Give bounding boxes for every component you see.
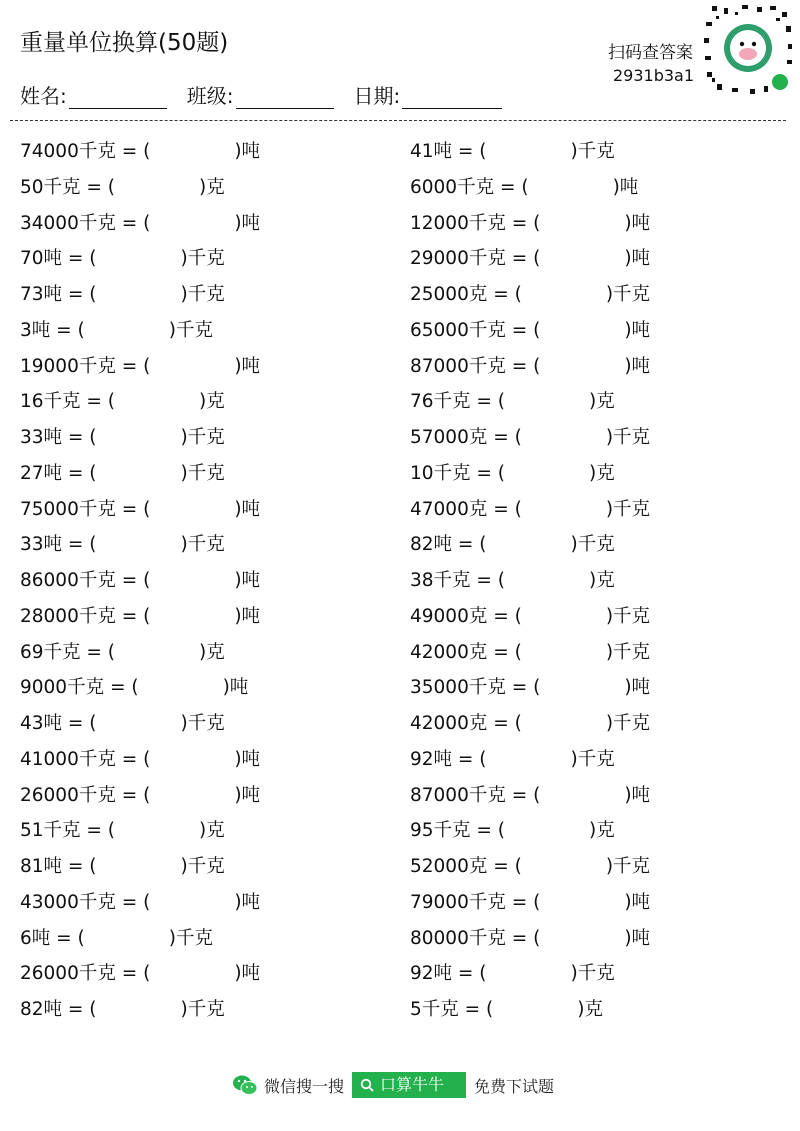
question-text: 5千克 = ( (410, 999, 494, 1020)
question-item (20, 956, 260, 992)
question-item (410, 706, 650, 742)
question-item (410, 599, 650, 635)
question-text: 75000千克 = ( (20, 498, 151, 520)
question-item (20, 492, 260, 528)
question-text: 3吨 = ( (20, 319, 85, 341)
qr-code-icon[interactable] (702, 4, 794, 96)
question-unit: )吨 (234, 891, 261, 913)
question-text: 87000千克 = ( (410, 355, 541, 377)
class-field[interactable] (187, 80, 334, 109)
question-item (410, 849, 650, 885)
question-unit: )吨 (624, 248, 651, 270)
question-text: 35000千克 = ( (410, 677, 541, 699)
question-text: 26000千克 = ( (20, 963, 151, 985)
question-item (410, 241, 650, 277)
question-unit: )吨 (234, 784, 261, 806)
question-unit: )吨 (624, 355, 651, 377)
question-text: 57000克 = ( (410, 427, 522, 448)
question-text: 19000千克 = ( (20, 355, 151, 377)
question-item (20, 813, 260, 849)
dashed-divider (10, 120, 786, 121)
question-unit: )吨 (624, 212, 651, 234)
question-item (410, 992, 650, 1028)
question-unit: )吨 (234, 212, 261, 234)
question-unit: )克 (577, 999, 603, 1020)
question-item (410, 349, 650, 385)
question-item (410, 170, 650, 206)
question-unit: )克 (199, 820, 225, 842)
question-text: 92吨 = ( (410, 963, 487, 985)
question-text: 80000千克 = ( (410, 927, 541, 949)
question-item (410, 277, 650, 313)
question-item (410, 313, 650, 349)
footer-banner (232, 1072, 554, 1098)
question-text: 43吨 = ( (20, 713, 97, 734)
question-text: 42000克 = ( (410, 713, 522, 734)
question-unit: )吨 (624, 891, 651, 913)
question-item (410, 134, 650, 170)
question-text: 79000千克 = ( (410, 891, 541, 913)
name-field[interactable] (20, 80, 167, 109)
question-unit: )千克 (180, 248, 225, 270)
question-text: 6吨 = ( (20, 927, 85, 949)
question-text: 49000克 = ( (410, 605, 522, 627)
question-text: 69千克 = ( (20, 641, 116, 663)
question-item (20, 527, 260, 563)
student-info-row (20, 80, 502, 109)
question-item (410, 384, 650, 420)
page-title: 重量单位换算(50题) (20, 30, 229, 56)
questions-right-column (410, 134, 650, 1028)
question-text: 29000千克 = ( (410, 248, 541, 270)
question-unit: )吨 (624, 784, 651, 806)
question-item (20, 349, 260, 385)
question-unit: )吨 (222, 677, 249, 699)
question-unit: )克 (589, 462, 615, 484)
class-blank[interactable] (236, 86, 334, 109)
question-text: 87000千克 = ( (410, 784, 541, 806)
question-item (410, 492, 650, 528)
question-item (20, 241, 260, 277)
question-item (20, 599, 260, 635)
question-item (20, 885, 260, 921)
question-unit: )千克 (168, 319, 213, 341)
question-unit: )千克 (605, 605, 651, 627)
questions-left-column (20, 134, 260, 1028)
date-blank[interactable] (402, 86, 502, 109)
question-text: 16千克 = ( (20, 391, 116, 413)
question-text: 92吨 = ( (410, 748, 487, 770)
question-unit: )克 (589, 391, 615, 413)
question-text: 51千克 = ( (20, 820, 116, 842)
question-item (20, 778, 260, 814)
question-text: 10千克 = ( (410, 462, 506, 484)
question-text: 33吨 = ( (20, 427, 97, 448)
question-text: 9000千克 = ( (20, 677, 139, 699)
question-unit: )千克 (180, 427, 225, 448)
question-item (20, 277, 260, 313)
date-field[interactable] (354, 80, 503, 109)
question-text: 82吨 = ( (20, 999, 97, 1020)
question-item (410, 670, 650, 706)
search-keyword-text: 口算牛牛 (380, 1075, 445, 1094)
question-unit: )千克 (180, 534, 225, 556)
question-text: 73吨 = ( (20, 284, 97, 305)
question-unit: )千克 (168, 927, 213, 949)
question-item (20, 635, 260, 671)
question-unit: )千克 (570, 963, 615, 985)
question-text: 12000千克 = ( (410, 212, 541, 234)
question-item (20, 206, 260, 242)
question-item (410, 742, 650, 778)
question-unit: )千克 (180, 856, 225, 877)
question-text: 38千克 = ( (410, 570, 506, 591)
question-text: 43000千克 = ( (20, 891, 151, 913)
question-item (20, 563, 260, 599)
question-item (410, 813, 650, 849)
question-text: 50千克 = ( (20, 176, 116, 198)
question-text: 6000千克 = ( (410, 176, 529, 198)
question-unit: )吨 (234, 748, 261, 770)
question-unit: )吨 (612, 176, 639, 198)
question-unit: )吨 (234, 605, 261, 627)
question-item (410, 956, 650, 992)
question-item (20, 420, 260, 456)
question-text: 82吨 = ( (410, 534, 487, 556)
question-unit: )千克 (570, 748, 615, 770)
question-unit: )克 (199, 176, 225, 198)
wechat-search-text: 微信搜一搜 (264, 1076, 345, 1096)
scan-answer-label: 扫码查答案 (608, 43, 693, 63)
question-text: 65000千克 = ( (410, 319, 541, 341)
question-item (20, 992, 260, 1028)
question-item (20, 313, 260, 349)
question-item (20, 742, 260, 778)
question-unit: )千克 (180, 713, 225, 734)
question-text: 81吨 = ( (20, 856, 97, 877)
question-item (410, 778, 650, 814)
question-unit: )千克 (180, 284, 225, 305)
question-unit: )吨 (624, 319, 651, 341)
question-text: 95千克 = ( (410, 820, 506, 842)
question-text: 34000千克 = ( (20, 212, 151, 234)
question-text: 76千克 = ( (410, 391, 506, 413)
question-item (20, 170, 260, 206)
question-text: 47000克 = ( (410, 498, 522, 520)
question-unit: )千克 (605, 498, 651, 520)
search-icon (360, 1078, 374, 1092)
question-item (410, 420, 650, 456)
question-unit: )千克 (180, 999, 225, 1020)
question-unit: )吨 (234, 355, 261, 377)
question-unit: )千克 (180, 462, 225, 484)
question-unit: )千克 (605, 713, 651, 734)
question-item (20, 849, 260, 885)
question-unit: )吨 (234, 141, 261, 162)
question-item (410, 563, 650, 599)
question-unit: )千克 (605, 856, 651, 877)
question-unit: )吨 (234, 570, 261, 591)
question-text: 26000千克 = ( (20, 784, 151, 806)
question-item (410, 527, 650, 563)
class-label: 班级: (186, 84, 234, 108)
question-item (410, 885, 650, 921)
question-item (410, 635, 650, 671)
question-item (20, 670, 260, 706)
question-unit: )千克 (605, 284, 651, 305)
question-item (410, 456, 650, 492)
question-unit: )克 (589, 570, 615, 591)
question-unit: )吨 (624, 927, 651, 949)
name-label: 姓名: (20, 84, 67, 108)
question-text: 42000克 = ( (410, 641, 522, 663)
question-text: 28000千克 = ( (20, 605, 151, 627)
question-unit: )千克 (605, 641, 651, 663)
question-item (20, 456, 260, 492)
question-unit: )千克 (570, 534, 615, 556)
question-text: 33吨 = ( (20, 534, 97, 556)
search-keyword-button[interactable] (352, 1072, 466, 1098)
question-unit: )克 (199, 641, 225, 663)
question-text: 74000千克 = ( (20, 141, 151, 162)
question-unit: )千克 (570, 141, 615, 162)
question-text: 52000克 = ( (410, 856, 522, 877)
question-text: 41吨 = ( (410, 141, 487, 162)
free-download-text: 免费下试题 (474, 1076, 555, 1096)
question-item (20, 384, 260, 420)
question-unit: )吨 (234, 498, 261, 520)
question-item (20, 134, 260, 170)
question-item (20, 706, 260, 742)
question-text: 25000克 = ( (410, 284, 522, 305)
name-blank[interactable] (69, 86, 167, 109)
question-unit: )吨 (624, 677, 651, 699)
question-unit: )克 (589, 820, 615, 842)
question-text: 86000千克 = ( (20, 570, 151, 591)
date-label: 日期: (353, 84, 401, 108)
question-item (20, 921, 260, 957)
question-text: 70吨 = ( (20, 248, 97, 270)
question-unit: )克 (199, 391, 225, 413)
question-unit: )吨 (234, 963, 261, 985)
answer-code: 2931b3a1 (613, 66, 695, 85)
question-text: 41000千克 = ( (20, 748, 151, 770)
question-unit: )千克 (605, 427, 651, 448)
question-item (410, 206, 650, 242)
question-item (410, 921, 650, 957)
wechat-icon (232, 1074, 258, 1096)
question-text: 27吨 = ( (20, 462, 97, 484)
